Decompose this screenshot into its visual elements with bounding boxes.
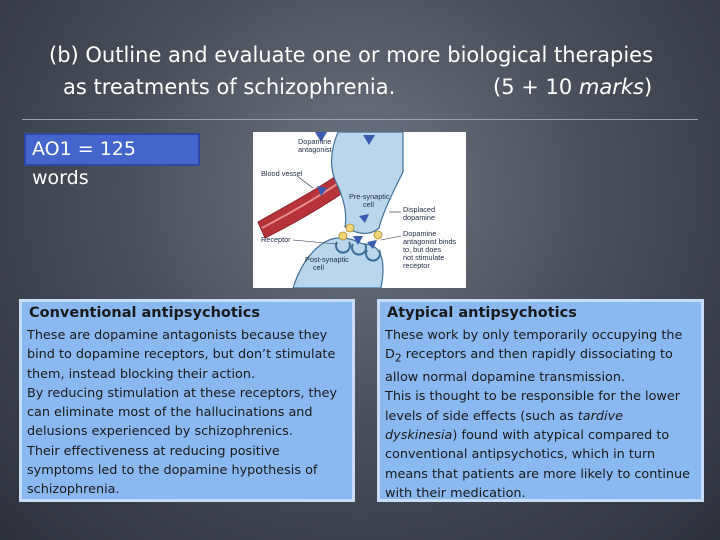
panel-heading: Atypical antipsychotics (387, 305, 577, 321)
atypical-antipsychotics-panel (377, 299, 704, 502)
title-line-2: as treatments of schizophrenia. (63, 75, 396, 99)
svg-text:Pre-synapticcell: Pre-synaptic cell (349, 192, 390, 209)
dopamine-molecule (374, 231, 382, 239)
ao1-word-count-box: AO1 = 125 words (24, 133, 200, 166)
synapse-diagram (253, 132, 466, 288)
pre-synaptic-cell (332, 132, 403, 233)
title-line-1: (b) Outline and evaluate one or more biological therapies (49, 43, 654, 67)
paragraph: By reducing stimulation at these receptors, they can eliminate most of the hallucinations and delusions experienced by schizophrenics. (27, 385, 338, 440)
paragraph: Their effectiveness at reducing positive symptoms led to the dopamine hypothesis of schizophrenia. (27, 443, 318, 498)
paragraph: These work by only temporarily occupying the $D_2$ receptors and then rapidly dissociating to allow normal dopamine transmission. (385, 328, 683, 386)
panel-heading: Conventional antipsychotics (29, 305, 261, 321)
dopamine-molecule (339, 232, 347, 240)
dopamine-molecule (346, 224, 354, 232)
svg-text:Displaceddopamine: Displaced dopamine (403, 205, 436, 222)
title-divider (22, 119, 698, 120)
paragraph: This is thought to be responsible for the lower levels of side effects (such as tardive dyskinesia) found with atypical compared to conventional antipsychotics, which in turn means that patients are more likely to continue with their medication. (385, 389, 691, 501)
panel-body (27, 326, 348, 500)
marks-label: (5 + 10 marks) (493, 75, 653, 99)
svg-text:Receptor: Receptor (261, 235, 291, 244)
svg-text:Dopamineantagonist: Dopamine antagonist (298, 137, 332, 154)
panel-body (385, 326, 697, 503)
conventional-antipsychotics-panel (19, 299, 355, 502)
svg-text:Dopamineantagonist bindsto, bu: Dopamine antagonist binds to, but does not stimulate receptor (403, 229, 457, 270)
paragraph: These are dopamine antagonists because they bind to dopamine receptors, but don’t stimulate them, instead blocking their action. (27, 328, 336, 382)
svg-text:Post-synapticcell: Post-synaptic cell (305, 255, 349, 272)
svg-text:Blood vessel: Blood vessel (261, 169, 303, 178)
